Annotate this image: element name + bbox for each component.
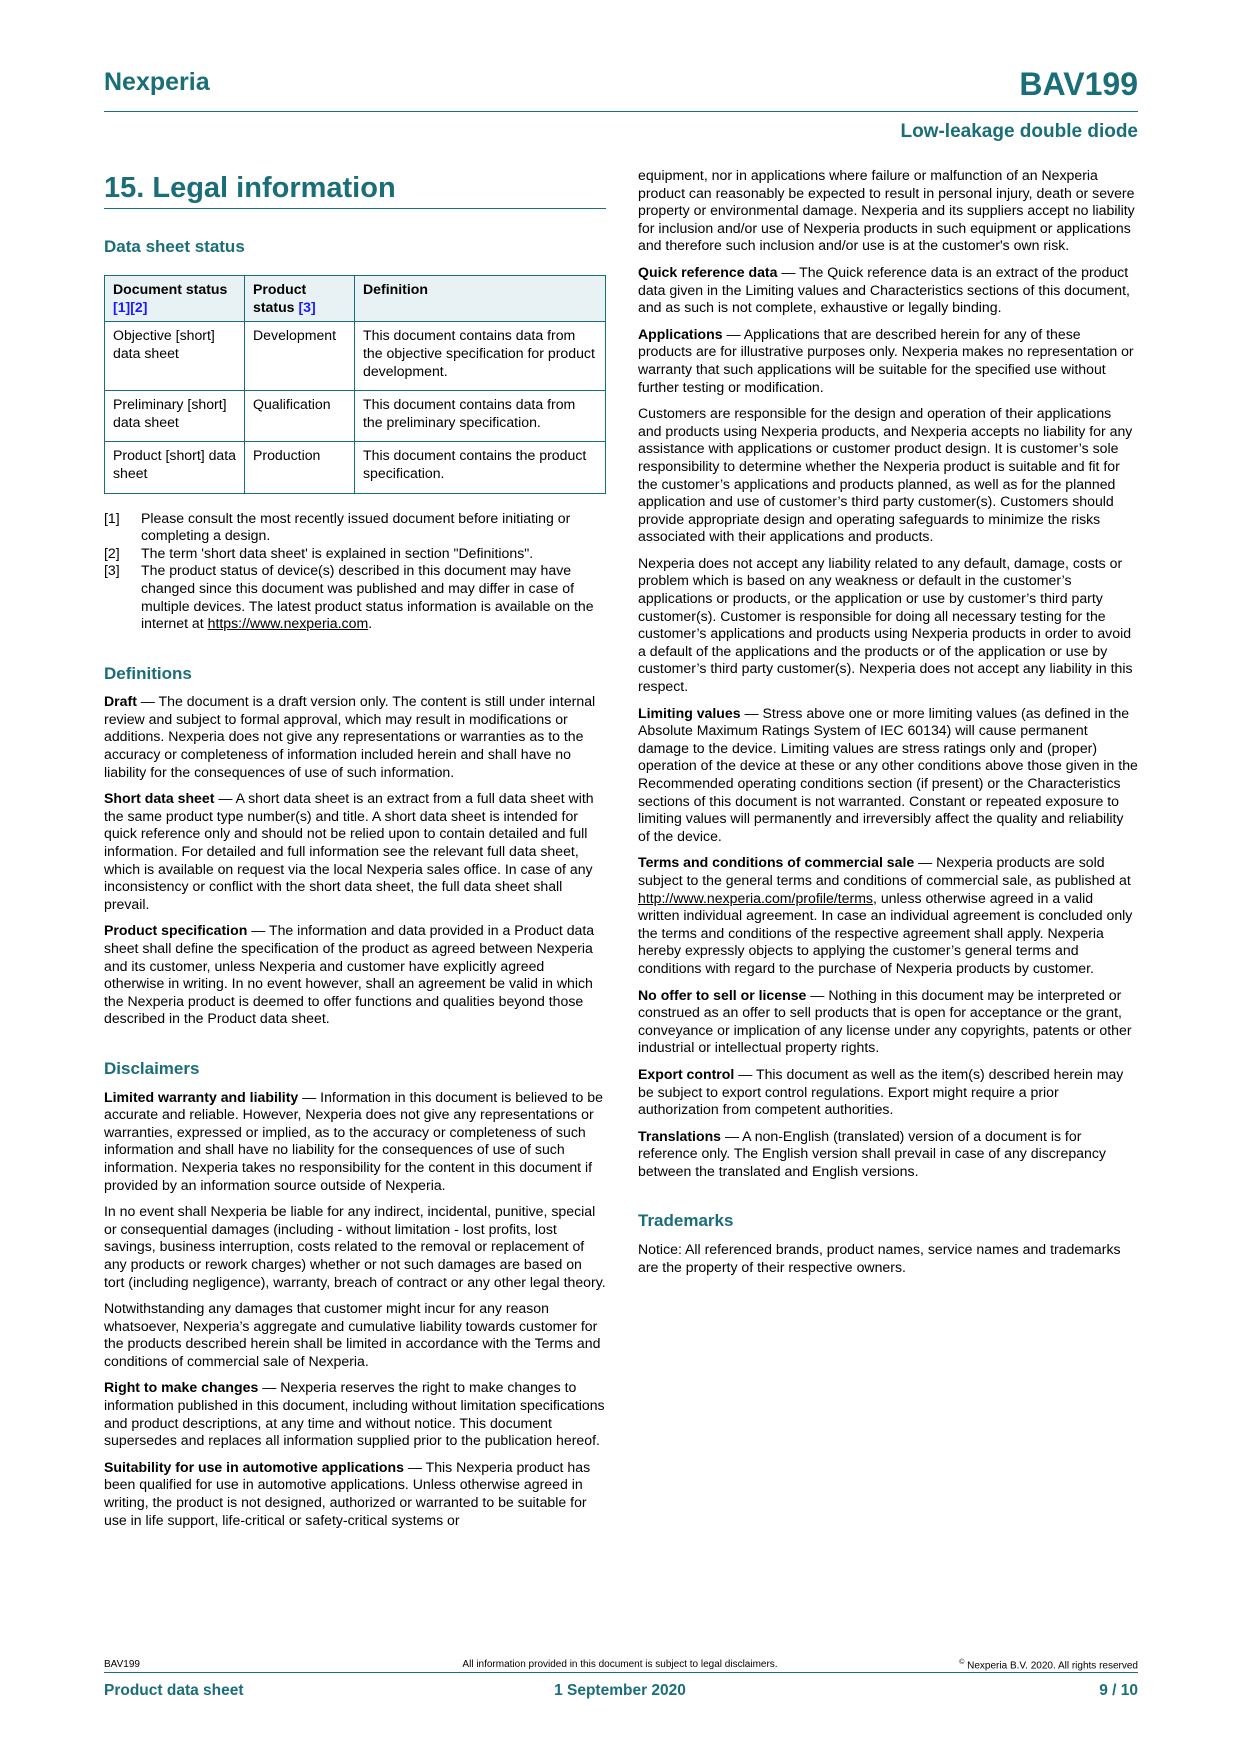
disclaimer-nexperia-liability: Nexperia does not accept any liability related to any default, damage, costs or problem which is based on any weakness or default in the customer’s applications or products, or the application or use by customer’s third party customer(s). Customer is responsible for doing all necessary testing for the customer’s applications and products using Nexperia products in order to avoid a default of the applications and the products or of the application or use by customer’s third party customer(s). Nexperia does not accept any liability in this respect. (638, 554, 1133, 695)
right-column (638, 167, 1138, 1285)
table-cell: Production (245, 442, 355, 493)
disclaimer-translations: Translations — A non-English (translated) version of a document is for reference only. The English version shall prevail in case of any discrepancy between the translated and English versions. (638, 1127, 1106, 1179)
disclaimer-export-control: Export control — This document as well as the item(s) described herein may be subject to export control regulations. Export might require a prior authorization from competent authorities. (638, 1065, 1124, 1118)
table-note: [3] The product status of device(s) described in this document may have changed since this document was published and may differ in case of multiple devices. The latest product status information is available on the internet at https://www.nexperia.com. (104, 562, 594, 632)
trademarks-notice: Notice: All referenced brands, product names, service names and trademarks are the property of their respective owners. (638, 1241, 1121, 1275)
table-row (105, 322, 606, 391)
table-cell: Objective [short] data sheet (105, 322, 245, 391)
table-row (105, 442, 606, 493)
table-notes (104, 510, 606, 633)
table-cell: This document contains data from the preliminary specification. (355, 391, 606, 442)
footer-copyright: © Nexperia B.V. 2020. All rights reserved (959, 1659, 1138, 1672)
table-cell: This document contains the product specification. (355, 442, 606, 493)
definitions-heading: Definitions (104, 663, 192, 683)
brand-name: Nexperia (104, 68, 210, 96)
section-title: 15. Legal information (104, 180, 606, 209)
footer-page-number: 9 / 10 (1099, 1682, 1138, 1699)
footer-disclaimer: All information provided in this document is subject to legal disclaimers. (462, 1659, 778, 1670)
footer-document-type: Product data sheet (104, 1682, 244, 1699)
disclaimer-right-to-make-changes: Right to make changes — Nexperia reserves the right to make changes to information published in this document, including without limitation specifications and product descriptions, at any time and without notice. This document supersedes and replaces all information supplied prior to the publication hereof. (104, 1379, 605, 1449)
table-note: [2] The term 'short data sheet' is explained in section "Definitions". (104, 544, 534, 561)
header-rule (104, 111, 1138, 112)
table-note: [1] Please consult the most recently issued document before initiating or completing a design. (104, 509, 571, 544)
terms-link[interactable]: http://www.nexperia.com/profile/terms (638, 889, 873, 906)
disclaimer-automotive: Suitability for use in automotive applications — This Nexperia product has been qualified for use in automotive applications. Unless otherwise agreed in writing, the product is not designed, authorized or warranted to be suitable for use in life support, life-critical or safety-critical systems or (104, 1458, 591, 1528)
data-sheet-status-table (104, 275, 606, 493)
left-column (104, 172, 606, 1538)
disclaimer-notwithstanding: Notwithstanding any damages that customer might incur for any reason whatsoever, Nexperia’s aggregate and cumulative liability towards customer for the products described herein shall be limited in accordance with the Terms and conditions of commercial sale of Nexperia. (104, 1300, 601, 1369)
table-header-row (105, 276, 606, 322)
column-header-definition: Definition (355, 276, 606, 322)
disclaimer-automotive-continued: equipment, nor in applications where failure or malfunction of an Nexperia product can reasonably be expected to result in personal injury, death or severe property or environmental damage. Nexperia and its suppliers accept no liability for inclusion and/or use of Nexperia products in such equipment or applications and therefore such inclusion and/or use is at the customer's own risk. (638, 167, 1135, 254)
table-cell: Preliminary [short] data sheet (105, 391, 245, 442)
disclaimer-no-event: In no event shall Nexperia be liable for any indirect, incidental, punitive, special or consequential damages (including - without limitation - lost profits, lost savings, business interruption, costs related to the removal or replacement of any products or rework charges) whether or not such damages are based on tort (including negligence), warranty, breach of contract or any other legal theory. (104, 1203, 606, 1290)
definition-draft: Draft — The document is a draft version only. The content is still under internal review and subject to formal approval, which may result in modifications or additions. Nexperia does not give any representations or warranties as to the accuracy or completeness of information included herein and shall have no liability for the consequences of use of such information. (104, 693, 596, 780)
table-cell: This document contains data from the objective specification for product development. (355, 322, 606, 391)
table-row (105, 391, 606, 442)
part-number: BAV199 (1019, 66, 1138, 102)
reference-link[interactable]: [3] (298, 298, 316, 315)
table-cell: Product [short] data sheet (105, 442, 245, 493)
disclaimer-limited-warranty: Limited warranty and liability — Information in this document is believed to be accurate and reliable. However, Nexperia does not give any representations or warranties, expressed or implied, as to the accuracy or completeness of such information and shall have no liability for the consequences of use of such information. Nexperia takes no responsibility for the content in this document if provided by an information source outside of Nexperia. (104, 1088, 603, 1193)
trademarks-heading: Trademarks (638, 1211, 734, 1231)
footer-doc-id: BAV199 (104, 1659, 140, 1670)
document-subtitle: Low-leakage double diode (900, 121, 1138, 142)
footer-date: 1 September 2020 (554, 1682, 686, 1699)
table-cell: Development (245, 322, 355, 391)
column-header-product-status: Product status [3] (245, 276, 355, 322)
table-cell: Qualification (245, 391, 355, 442)
disclaimer-quick-reference: Quick reference data — The Quick reference data is an extract of the product data given in the Limiting values and Characteristics sections of this document, and as such is not complete, exhaustive or legally binding. (638, 263, 1130, 316)
data-sheet-status-heading: Data sheet status (104, 236, 245, 256)
disclaimer-customers: Customers are responsible for the design and operation of their applications and products using Nexperia products, and Nexperia accepts no liability for any assistance with applications or customer product design. It is customer’s sole responsibility to determine whether the Nexperia product is suitable and fit for the customer’s applications and products planned, as well as for the planned application and use of customer’s third party customer(s). Customers should provide appropriate design and operating safeguards to minimize the risks associated with their applications and products. (638, 405, 1133, 545)
disclaimer-no-offer: No offer to sell or license — Nothing in this document may be interpreted or construed as an offer to sell products that is open for acceptance or the grant, conveyance or implication of any license under any copyrights, patents or other industrial or intellectual property rights. (638, 986, 1132, 1056)
disclaimer-terms: Terms and conditions of commercial sale — Nexperia products are sold subject to the general terms and conditions of commercial sale, as published at http://www.nexperia.com/profile/terms, unless otherwise agreed in a valid written individual agreement. In case an individual agreement is concluded only the terms and conditions of the respective agreement shall apply. Nexperia hereby expressly objects to applying the customer’s general terms and conditions with regard to the purchase of Nexperia products by customer. (638, 854, 1133, 976)
nexperia-website-link[interactable]: https://www.nexperia.com (207, 615, 369, 632)
disclaimer-limiting-values: Limiting values — Stress above one or more limiting values (as defined in the Absolute Maximum Ratings System of IEC 60134) will cause permanent damage to the device. Limiting values are stress ratings only and (proper) operation of the device at these or any other conditions above those given in the Recommended operating conditions section (if present) or the Characteristics sections of this document is not warranted. Constant or repeated exposure to limiting values will permanently and irreversibly affect the quality and reliability of the device. (638, 704, 1138, 844)
definition-short-data-sheet: Short data sheet — A short data sheet is an extract from a full data sheet with the same product type number(s) and title. A short data sheet is intended for quick reference only and should not be relied upon to contain detailed and full information. For detailed and full information see the relevant full data sheet, which is available on request via the local Nexperia sales office. In case of any inconsistency or conflict with the short data sheet, the full data sheet shall prevail. (104, 790, 594, 912)
column-header-document-status: Document status [1][2] (105, 276, 245, 322)
definition-product-specification: Product specification — The information and data provided in a Product data sheet shall define the specification of the product as agreed between Nexperia and its customer, unless Nexperia and customer have explicitly agreed otherwise in writing. In no event however, shall an agreement be valid in which the Nexperia product is deemed to offer functions and qualities beyond those described in the Product data sheet. (104, 922, 595, 1027)
disclaimer-applications: Applications — Applications that are described herein for any of these products are for illustrative purposes only. Nexperia makes no representation or warranty that such applications will be suitable for the specified use without further testing or modification. (638, 325, 1134, 395)
disclaimers-heading: Disclaimers (104, 1058, 200, 1078)
footer-rule (104, 1672, 1138, 1673)
reference-link[interactable]: [1][2] (113, 298, 148, 315)
